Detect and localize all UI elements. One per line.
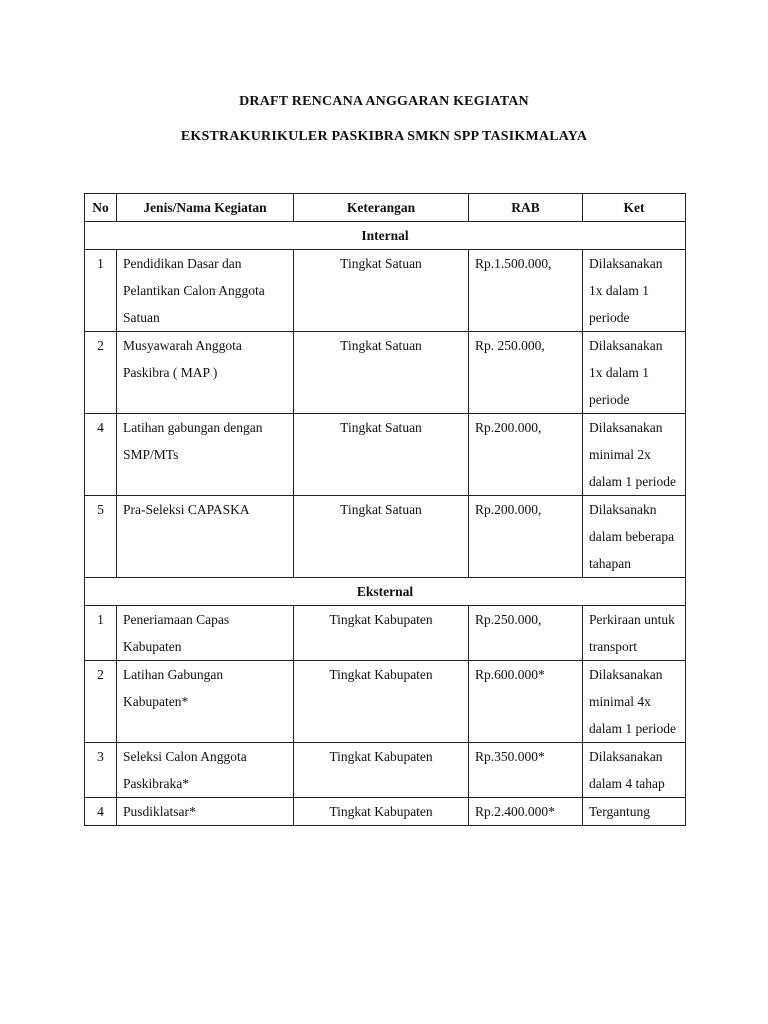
cell-no: 4	[85, 798, 117, 826]
table-row	[85, 496, 686, 578]
document-title-line-1: DRAFT RENCANA ANGGARAN KEGIATAN	[239, 94, 529, 109]
cell-rab: Rp.200.000,	[469, 496, 583, 578]
header-rab: RAB	[469, 194, 583, 222]
table-row	[85, 606, 686, 661]
cell-nama: Pendidikan Dasar dan Pelantikan Calon Anggota Satuan	[117, 250, 294, 332]
cell-ket: Dilaksanakan 1x dalam 1 periode	[583, 332, 686, 414]
budget-table	[84, 193, 686, 826]
cell-rab: Rp.250.000,	[469, 606, 583, 661]
table-row	[85, 332, 686, 414]
cell-rab: Rp.350.000*	[469, 743, 583, 798]
cell-nama: Seleksi Calon Anggota Paskibraka*	[117, 743, 294, 798]
cell-keterangan: Tingkat Satuan	[294, 496, 469, 578]
cell-no: 2	[85, 661, 117, 743]
section-label: Eksternal	[85, 578, 686, 606]
cell-keterangan: Tingkat Kabupaten	[294, 661, 469, 743]
header-keterangan: Keterangan	[294, 194, 469, 222]
section-row-eksternal	[85, 578, 686, 606]
cell-rab: Rp.1.500.000,	[469, 250, 583, 332]
header-ket: Ket	[583, 194, 686, 222]
cell-ket: Perkiraan untuk transport	[583, 606, 686, 661]
cell-rab: Rp. 250.000,	[469, 332, 583, 414]
cell-no: 4	[85, 414, 117, 496]
table-header-row	[85, 194, 686, 222]
cell-ket: Dilaksanakan minimal 4x dalam 1 periode	[583, 661, 686, 743]
cell-keterangan: Tingkat Satuan	[294, 414, 469, 496]
cell-no: 1	[85, 250, 117, 332]
cell-ket: Dilaksanakan 1x dalam 1 periode	[583, 250, 686, 332]
header-nama-kegiatan: Jenis/Nama Kegiatan	[117, 194, 294, 222]
cell-nama: Musyawarah Anggota Paskibra ( MAP )	[117, 332, 294, 414]
table-row	[85, 414, 686, 496]
cell-rab: Rp.2.400.000*	[469, 798, 583, 826]
header-no: No	[85, 194, 117, 222]
cell-ket: Dilaksanakn dalam beberapa tahapan	[583, 496, 686, 578]
cell-nama: Pusdiklatsar*	[117, 798, 294, 826]
cell-ket: Dilaksanakan dalam 4 tahap	[583, 743, 686, 798]
table-row	[85, 798, 686, 826]
cell-rab: Rp.600.000*	[469, 661, 583, 743]
cell-nama: Latihan gabungan dengan SMP/MTs	[117, 414, 294, 496]
section-row-internal	[85, 222, 686, 250]
cell-no: 3	[85, 743, 117, 798]
cell-no: 5	[85, 496, 117, 578]
table-row	[85, 250, 686, 332]
table-row	[85, 661, 686, 743]
table-row	[85, 743, 686, 798]
cell-ket: Dilaksanakan minimal 2x dalam 1 periode	[583, 414, 686, 496]
cell-keterangan: Tingkat Kabupaten	[294, 606, 469, 661]
cell-keterangan: Tingkat Satuan	[294, 332, 469, 414]
cell-nama: Latihan Gabungan Kabupaten*	[117, 661, 294, 743]
cell-nama: Peneriamaan Capas Kabupaten	[117, 606, 294, 661]
document-title-line-2: EKSTRAKURIKULER PASKIBRA SMKN SPP TASIKMALAYA	[180, 129, 588, 144]
cell-keterangan: Tingkat Kabupaten	[294, 743, 469, 798]
cell-no: 1	[85, 606, 117, 661]
cell-ket: Tergantung	[583, 798, 686, 826]
cell-keterangan: Tingkat Kabupaten	[294, 798, 469, 826]
cell-no: 2	[85, 332, 117, 414]
cell-keterangan: Tingkat Satuan	[294, 250, 469, 332]
cell-rab: Rp.200.000,	[469, 414, 583, 496]
cell-nama: Pra-Seleksi CAPASKA	[117, 496, 294, 578]
section-label: Internal	[85, 222, 686, 250]
